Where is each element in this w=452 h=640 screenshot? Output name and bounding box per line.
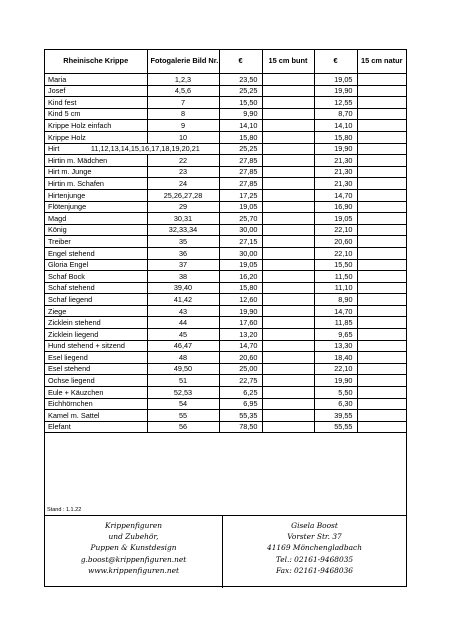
row-photo-nr: 38 (147, 271, 219, 283)
row-price-natur: 19,05 (314, 213, 357, 225)
row-price-natur: 8,70 (314, 108, 357, 120)
row-name: Hirtenjunge (45, 189, 147, 201)
table-row (45, 340, 406, 352)
row-empty-natur (357, 305, 406, 317)
row-empty-natur (357, 120, 406, 132)
table-row (45, 155, 406, 167)
table-row (45, 143, 406, 155)
row-empty-natur (357, 224, 406, 236)
row-empty-natur (357, 97, 406, 109)
header-euro-natur: € (314, 50, 357, 74)
row-price-bunt: 27,85 (219, 155, 262, 167)
table-row (45, 213, 406, 225)
row-empty-natur (357, 375, 406, 387)
row-price-bunt: 12,60 (219, 294, 262, 306)
row-name: Krippe Holz einfach (45, 120, 147, 132)
row-photo-nr: 29 (147, 201, 219, 213)
row-name: Magd (45, 213, 147, 225)
table-row (45, 85, 406, 97)
row-photo-nr: 43 (147, 305, 219, 317)
row-empty-bunt (262, 178, 314, 190)
footer-left (45, 516, 223, 588)
row-price-bunt: 27,85 (219, 166, 262, 178)
row-photo-nr: 48 (147, 352, 219, 364)
header-photo-nr: Fotogalerie Bild Nr. (147, 50, 219, 74)
row-empty-natur (357, 410, 406, 422)
row-photo-nr: 32,33,34 (147, 224, 219, 236)
row-name: König (45, 224, 147, 236)
row-name: Hirtin m. Schafen (45, 178, 147, 190)
row-photo-nr: 35 (147, 236, 219, 248)
table-row (45, 97, 406, 109)
row-empty-natur (357, 108, 406, 120)
row-name: Esel stehend (45, 363, 147, 375)
row-empty-natur (357, 387, 406, 399)
row-empty-bunt (262, 213, 314, 225)
row-photo-nr: 23 (147, 166, 219, 178)
row-price-natur: 22,10 (314, 224, 357, 236)
row-price-bunt: 9,90 (219, 108, 262, 120)
row-photo-nr: 45 (147, 329, 219, 341)
row-price-natur: 21,30 (314, 178, 357, 190)
table-row (45, 74, 406, 86)
row-photo-nr: 11,12,13,14,15,16,17,18,19,20,21 (90, 144, 200, 154)
row-name: Krippe Holz (45, 131, 147, 143)
row-name: Zicklein liegend (45, 329, 147, 341)
row-price-natur: 14,70 (314, 189, 357, 201)
row-price-natur: 6,30 (314, 398, 357, 410)
row-price-bunt: 19,90 (219, 305, 262, 317)
row-photo-nr: 44 (147, 317, 219, 329)
row-name (45, 143, 219, 155)
row-empty-natur (357, 352, 406, 364)
table-row (45, 294, 406, 306)
table-row (45, 271, 406, 283)
row-price-bunt: 78,50 (219, 421, 262, 433)
row-photo-nr: 9 (147, 120, 219, 132)
table-row (45, 120, 406, 132)
row-photo-nr: 7 (147, 97, 219, 109)
row-price-bunt: 19,05 (219, 201, 262, 213)
header-name: Rheinische Krippe (45, 50, 147, 74)
row-price-bunt: 15,50 (219, 97, 262, 109)
row-name: Schaf Bock (45, 271, 147, 283)
footer-left-line: www.krippenfiguren.net (88, 565, 179, 575)
row-price-bunt: 16,20 (219, 271, 262, 283)
price-list-frame (44, 49, 407, 587)
row-empty-bunt (262, 340, 314, 352)
footer-right-line: Gisela Boost (291, 521, 338, 530)
row-price-bunt: 27,85 (219, 178, 262, 190)
row-name: Ochse liegend (45, 375, 147, 387)
row-price-bunt: 15,80 (219, 282, 262, 294)
row-empty-natur (357, 294, 406, 306)
footer-left-line: und Zubehör, (108, 532, 159, 542)
row-price-bunt: 6,25 (219, 387, 262, 399)
row-photo-nr: 51 (147, 375, 219, 387)
row-photo-nr: 54 (147, 398, 219, 410)
row-empty-bunt (262, 410, 314, 422)
row-empty-bunt (262, 189, 314, 201)
table-row (45, 131, 406, 143)
row-price-natur: 18,40 (314, 352, 357, 364)
row-empty-bunt (262, 387, 314, 399)
row-price-natur: 19,05 (314, 74, 357, 86)
row-empty-bunt (262, 155, 314, 167)
row-empty-bunt (262, 259, 314, 271)
table-row (45, 410, 406, 422)
row-price-natur: 16,90 (314, 201, 357, 213)
row-price-natur: 11,10 (314, 282, 357, 294)
table-row (45, 282, 406, 294)
table-header-row (45, 50, 406, 74)
row-price-bunt: 55,35 (219, 410, 262, 422)
row-empty-bunt (262, 421, 314, 433)
row-photo-nr: 22 (147, 155, 219, 167)
row-price-natur: 21,30 (314, 155, 357, 167)
table-row (45, 375, 406, 387)
row-name: Schaf stehend (45, 282, 147, 294)
row-name: Eichhörnchen (45, 398, 147, 410)
row-price-bunt: 17,60 (219, 317, 262, 329)
row-empty-bunt (262, 236, 314, 248)
footer-right-line: Fax: 02161-9468036 (276, 565, 353, 575)
row-photo-nr: 39,40 (147, 282, 219, 294)
row-name: Ziege (45, 305, 147, 317)
row-empty-bunt (262, 247, 314, 259)
footer-left-line: Puppen & Kunstdesign (90, 543, 177, 553)
table-row (45, 236, 406, 248)
row-price-bunt: 25,00 (219, 363, 262, 375)
row-name: Schaf liegend (45, 294, 147, 306)
row-empty-natur (357, 236, 406, 248)
row-price-natur: 22,10 (314, 363, 357, 375)
row-empty-natur (357, 421, 406, 433)
row-name: Kamel m. Sattel (45, 410, 147, 422)
row-name: Eule + Käuzchen (45, 387, 147, 399)
row-name: Zicklein stehend (45, 317, 147, 329)
table-row (45, 201, 406, 213)
row-price-bunt: 13,20 (219, 329, 262, 341)
table-row (45, 317, 406, 329)
row-empty-natur (357, 166, 406, 178)
price-table (45, 50, 406, 433)
row-photo-nr: 24 (147, 178, 219, 190)
row-empty-natur (357, 178, 406, 190)
row-price-bunt: 30,00 (219, 247, 262, 259)
table-row (45, 166, 406, 178)
row-name: Kind 5 cm (45, 108, 147, 120)
row-price-natur: 11,50 (314, 271, 357, 283)
row-photo-nr: 46,47 (147, 340, 219, 352)
row-empty-bunt (262, 201, 314, 213)
row-empty-natur (357, 282, 406, 294)
row-name: Kind fest (45, 97, 147, 109)
row-price-bunt: 19,05 (219, 259, 262, 271)
row-empty-natur (357, 259, 406, 271)
row-name: Maria (45, 74, 147, 86)
header-euro-bunt: € (219, 50, 262, 74)
row-empty-natur (357, 271, 406, 283)
row-price-natur: 14,10 (314, 120, 357, 132)
row-name: Josef (45, 85, 147, 97)
row-empty-bunt (262, 166, 314, 178)
row-price-natur: 19,90 (314, 85, 357, 97)
row-price-bunt: 30,00 (219, 224, 262, 236)
row-empty-bunt (262, 97, 314, 109)
row-name: Treiber (45, 236, 147, 248)
header-15cm-natur: 15 cm natur (357, 50, 406, 74)
footer-right (223, 516, 406, 588)
table-row (45, 108, 406, 120)
row-price-bunt: 15,80 (219, 131, 262, 143)
footer-left-line: g.boost@krippenfiguren.net (80, 554, 187, 564)
row-empty-bunt (262, 375, 314, 387)
row-photo-nr: 10 (147, 131, 219, 143)
row-price-bunt: 25,70 (219, 213, 262, 225)
row-price-bunt: 14,10 (219, 120, 262, 132)
row-photo-nr: 36 (147, 247, 219, 259)
row-empty-natur (357, 213, 406, 225)
footer-right-line: Tel.: 02161-9468035 (275, 554, 354, 564)
row-empty-bunt (262, 305, 314, 317)
row-name-text: Hirt (48, 144, 60, 154)
row-name: Hund stehend + sitzend (45, 340, 147, 352)
row-empty-natur (357, 189, 406, 201)
table-row (45, 363, 406, 375)
row-price-bunt: 6,95 (219, 398, 262, 410)
row-empty-natur (357, 247, 406, 259)
row-photo-nr: 52,53 (147, 387, 219, 399)
row-price-natur: 13,30 (314, 340, 357, 352)
row-price-natur: 15,80 (314, 131, 357, 143)
row-photo-nr: 37 (147, 259, 219, 271)
table-row (45, 421, 406, 433)
row-empty-bunt (262, 329, 314, 341)
row-price-bunt: 25,25 (219, 85, 262, 97)
table-row (45, 352, 406, 364)
footer-right-line: Vorster Str. 37 (287, 532, 342, 542)
table-row (45, 224, 406, 236)
row-empty-natur (357, 363, 406, 375)
row-empty-natur (357, 143, 406, 155)
stand-date: Stand : 1.1.22 (47, 507, 82, 513)
table-row (45, 189, 406, 201)
table-row (45, 259, 406, 271)
row-photo-nr: 25,26,27,28 (147, 189, 219, 201)
row-empty-bunt (262, 85, 314, 97)
footer-left-line: Krippenfiguren (104, 521, 163, 530)
table-row (45, 178, 406, 190)
row-name: Hirt m. Junge (45, 166, 147, 178)
row-empty-natur (357, 131, 406, 143)
row-empty-bunt (262, 74, 314, 86)
row-photo-nr: 49,50 (147, 363, 219, 375)
row-price-natur: 11,85 (314, 317, 357, 329)
table-row (45, 305, 406, 317)
row-price-natur: 20,60 (314, 236, 357, 248)
row-empty-bunt (262, 352, 314, 364)
row-price-bunt: 23,50 (219, 74, 262, 86)
row-name: Flötenjunge (45, 201, 147, 213)
row-name: Hirtin m. Mädchen (45, 155, 147, 167)
row-price-natur: 15,50 (314, 259, 357, 271)
row-name: Gloria Engel (45, 259, 147, 271)
row-price-natur: 8,90 (314, 294, 357, 306)
row-empty-natur (357, 201, 406, 213)
row-price-natur: 14,70 (314, 305, 357, 317)
row-empty-natur (357, 155, 406, 167)
row-empty-bunt (262, 317, 314, 329)
table-row (45, 398, 406, 410)
row-price-natur: 39,55 (314, 410, 357, 422)
row-price-bunt: 27,15 (219, 236, 262, 248)
row-empty-bunt (262, 131, 314, 143)
row-empty-natur (357, 340, 406, 352)
row-price-natur: 19,90 (314, 143, 357, 155)
row-price-bunt: 22,75 (219, 375, 262, 387)
row-price-natur: 55,55 (314, 421, 357, 433)
row-empty-bunt (262, 120, 314, 132)
row-empty-bunt (262, 363, 314, 375)
row-empty-natur (357, 85, 406, 97)
row-photo-nr: 56 (147, 421, 219, 433)
table-row (45, 387, 406, 399)
row-price-natur: 5,50 (314, 387, 357, 399)
footer-right-line: 41169 Mönchengladbach (267, 543, 362, 553)
row-empty-natur (357, 329, 406, 341)
row-photo-nr: 41,42 (147, 294, 219, 306)
row-price-bunt: 17,25 (219, 189, 262, 201)
row-empty-bunt (262, 143, 314, 155)
row-empty-bunt (262, 294, 314, 306)
row-price-natur: 9,65 (314, 329, 357, 341)
row-price-natur: 21,30 (314, 166, 357, 178)
row-name: Engel stehend (45, 247, 147, 259)
row-name: Elefant (45, 421, 147, 433)
row-photo-nr: 1,2,3 (147, 74, 219, 86)
row-empty-bunt (262, 282, 314, 294)
row-empty-natur (357, 398, 406, 410)
row-price-natur: 19,90 (314, 375, 357, 387)
footer (45, 515, 406, 588)
row-photo-nr: 55 (147, 410, 219, 422)
table-row (45, 247, 406, 259)
row-price-natur: 12,55 (314, 97, 357, 109)
row-empty-bunt (262, 398, 314, 410)
row-price-bunt: 20,60 (219, 352, 262, 364)
row-photo-nr: 30,31 (147, 213, 219, 225)
row-empty-bunt (262, 108, 314, 120)
row-empty-natur (357, 317, 406, 329)
table-row (45, 329, 406, 341)
row-empty-natur (357, 74, 406, 86)
row-photo-nr: 8 (147, 108, 219, 120)
row-price-bunt: 25,25 (219, 143, 262, 155)
row-price-bunt: 14,70 (219, 340, 262, 352)
row-name: Esel liegend (45, 352, 147, 364)
row-empty-bunt (262, 224, 314, 236)
row-photo-nr: 4,5,6 (147, 85, 219, 97)
row-empty-bunt (262, 271, 314, 283)
header-15cm-bunt: 15 cm bunt (262, 50, 314, 74)
row-price-natur: 22,10 (314, 247, 357, 259)
